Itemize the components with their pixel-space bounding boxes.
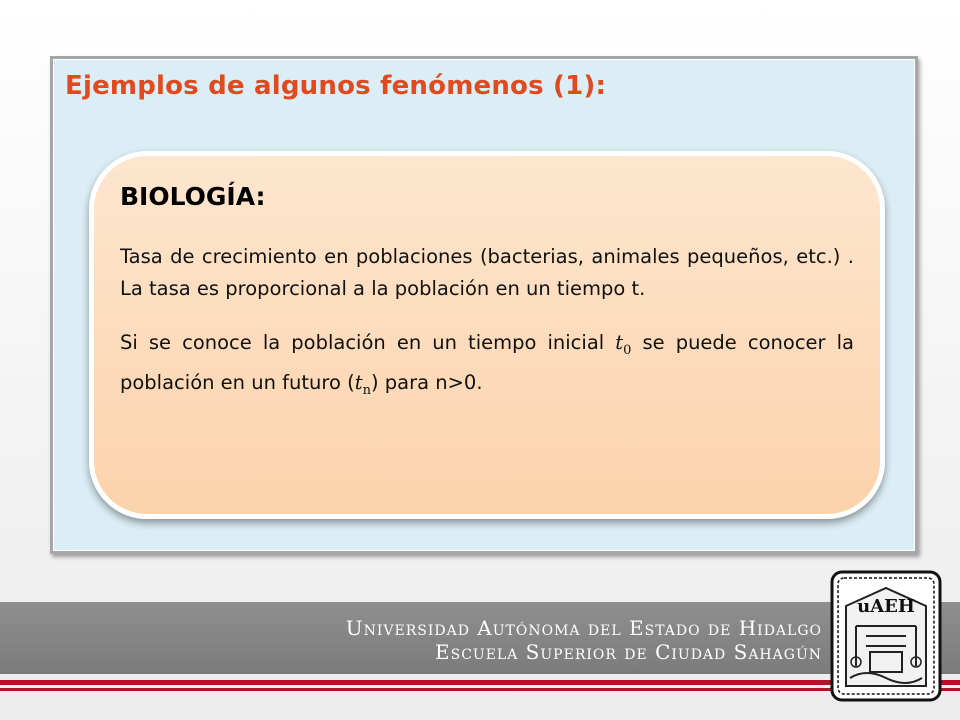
paragraph-population xyxy=(120,327,854,407)
box-heading: BIOLOGÍA: xyxy=(120,182,266,211)
footer-red-line-thin xyxy=(0,688,960,691)
footer-red-line xyxy=(0,680,960,685)
math-t0: $t_0$ xyxy=(615,331,632,358)
paragraph-text-3: ) para n>0. xyxy=(370,370,483,394)
university-seal-logo xyxy=(826,566,946,706)
slide-frame xyxy=(50,56,918,554)
svg-text:uAEH: uAEH xyxy=(857,596,915,617)
university-name: Universidad Autónoma del Estado de Hidalgo xyxy=(345,616,822,640)
paragraph-text-1: Si se conoce la población en un tiempo inicial xyxy=(120,331,616,354)
math-tn: $t_n$ xyxy=(354,370,371,398)
school-name: Escuela Superior de Ciudad Sahagún xyxy=(435,640,822,664)
paragraph-text-2: se puede conocer la población en un futuro ( xyxy=(120,331,854,394)
slide-title: Ejemplos de algunos fenómenos (1): xyxy=(65,71,607,101)
paragraph-growth-rate: Tasa de crecimiento en poblaciones (bacterias, animales pequeños, etc.) . La tasa es proporcional a la población en un tiempo t. xyxy=(120,245,854,300)
content-box xyxy=(89,151,885,519)
